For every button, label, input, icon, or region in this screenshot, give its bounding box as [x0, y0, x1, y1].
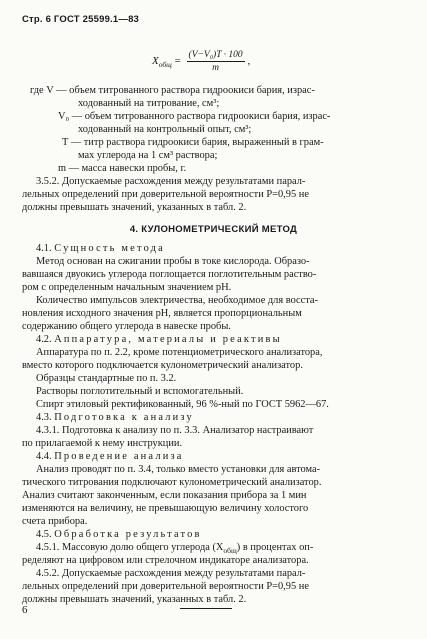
def-line: V₀ — объем титрованного раствора гидроокиси бария, израс- — [58, 111, 331, 122]
section-title: 4. КУЛОНОМЕТРИЧЕСКИЙ МЕТОД — [129, 224, 298, 235]
subsection-heading — [36, 411, 194, 424]
formula-lhs-subscript: общ — [158, 60, 172, 70]
paragraph-line: содержанию общего углерода в навеске пробы. — [22, 321, 231, 332]
paragraph-line: Количество импульсов электричества, необходимое для восста- — [36, 295, 319, 306]
formula-fraction — [187, 50, 245, 73]
paragraph-line: новления исходного значения pH, является пропорциональным — [22, 308, 302, 319]
footer-rule — [180, 608, 232, 609]
subsection-number: 4.4. — [36, 451, 52, 462]
paragraph-line: Растворы поглотительный и вспомогательный. — [36, 386, 244, 397]
subsection-number: 4.5. — [36, 529, 52, 540]
paragraph-line: счета прибора. — [22, 516, 88, 527]
paragraph-line: Аппаратура по п. 2.2, кроме потенциометрического анализатора, — [36, 347, 323, 358]
def-line: m — масса навески пробы, г. — [58, 163, 187, 174]
subsection-title: Подготовка к анализу — [54, 412, 194, 423]
paragraph-line: ром с определенным начальным значением pH. — [22, 282, 232, 293]
paragraph-line: 4.5.2. Допускаемые расхождения между результатами парал- — [36, 568, 306, 579]
paragraph-line: должны превышать значений, указанных в табл. 2. — [22, 594, 247, 605]
def-line: T — титр раствора гидроокиси бария, выраженный в грам- — [62, 137, 324, 148]
formula — [152, 50, 250, 73]
paragraph-line: вавшаяся двуокись углерода поглощается поглотительным раство- — [22, 269, 317, 280]
paragraph-line: 3.5.2. Допускаемые расхождения между результатами парал- — [36, 176, 306, 187]
text-span: 4.5.1. Массовую долю общего углерода (X — [36, 542, 224, 553]
subsection-title: Сущность метода — [54, 243, 165, 254]
def-line: ходованный на титрование, см³; — [78, 98, 220, 109]
paragraph-line: должны превышать значений, указанных в табл. 2. — [22, 202, 247, 213]
paragraph-line: Анализ считают законченным, если показания прибора за 1 мин — [22, 490, 307, 501]
subsection-title: Аппаратура, материалы и реактивы — [54, 334, 282, 345]
page-header: Стр. 6 ГОСТ 25599.1—83 — [22, 14, 140, 25]
subsection-number: 4.1. — [36, 243, 52, 254]
paragraph-line: тического титрования подключают кулонометрический анализатор. — [22, 477, 322, 488]
paragraph-line: по прилагаемой к нему инструкции. — [22, 438, 183, 449]
subsection-title: Проведение анализа — [54, 451, 184, 462]
subsection-number: 4.2. — [36, 334, 52, 345]
paragraph-line: лельных определений при доверительной вероятности P=0,95 не — [22, 581, 309, 592]
subsection-heading — [36, 450, 184, 463]
paragraph-line: Образцы стандартные по п. 3.2. — [36, 373, 177, 384]
def-line: мах углерода на 1 см³ раствора; — [78, 150, 218, 161]
formula-trail: , — [247, 55, 251, 68]
page-number: 6 — [22, 604, 28, 616]
def-line: ходованный на контрольный опыт, см³; — [78, 124, 252, 135]
paragraph-line: лельных определений при доверительной вероятности P=0,95 не — [22, 189, 309, 200]
def-line: где V — объем титрованного раствора гидроокиси бария, израс- — [30, 85, 315, 96]
subsection-heading — [36, 528, 202, 541]
paragraph-line: Метод основан на сжигании пробы в токе кислорода. Образо- — [36, 256, 310, 267]
formula-lhs: X — [152, 55, 159, 68]
subsection-number: 4.3. — [36, 412, 52, 423]
paragraph-line: Анализ проводят по п. 3.4, только вместо установки для автома- — [36, 464, 321, 475]
subscript: общ — [223, 546, 237, 556]
subsection-heading — [36, 242, 165, 255]
formula-denominator: m — [212, 63, 220, 73]
text-span: ) в процентах оп- — [236, 542, 314, 553]
formula-numerator: (V−V₀)T · 100 — [188, 50, 243, 60]
formula-equals: = — [174, 55, 181, 68]
subsection-title: Обработка результатов — [54, 529, 202, 540]
paragraph-line: вместо которого подключается кулонометрический анализатор. — [22, 360, 303, 371]
paragraph-line: изменяются на величину, не превышающую величину холостого — [22, 503, 309, 514]
subsection-heading — [36, 333, 282, 346]
paragraph-line: 4.3.1. Подготовка к анализу по п. 3.3. Анализатор настраивают — [36, 425, 314, 436]
paragraph-line: ределяют на цифровом или стрелочном индикаторе анализатора. — [22, 555, 309, 566]
paragraph-line: Спирт этиловый ректификованный, 96 %-ный по ГОСТ 5962—67. — [36, 399, 329, 410]
